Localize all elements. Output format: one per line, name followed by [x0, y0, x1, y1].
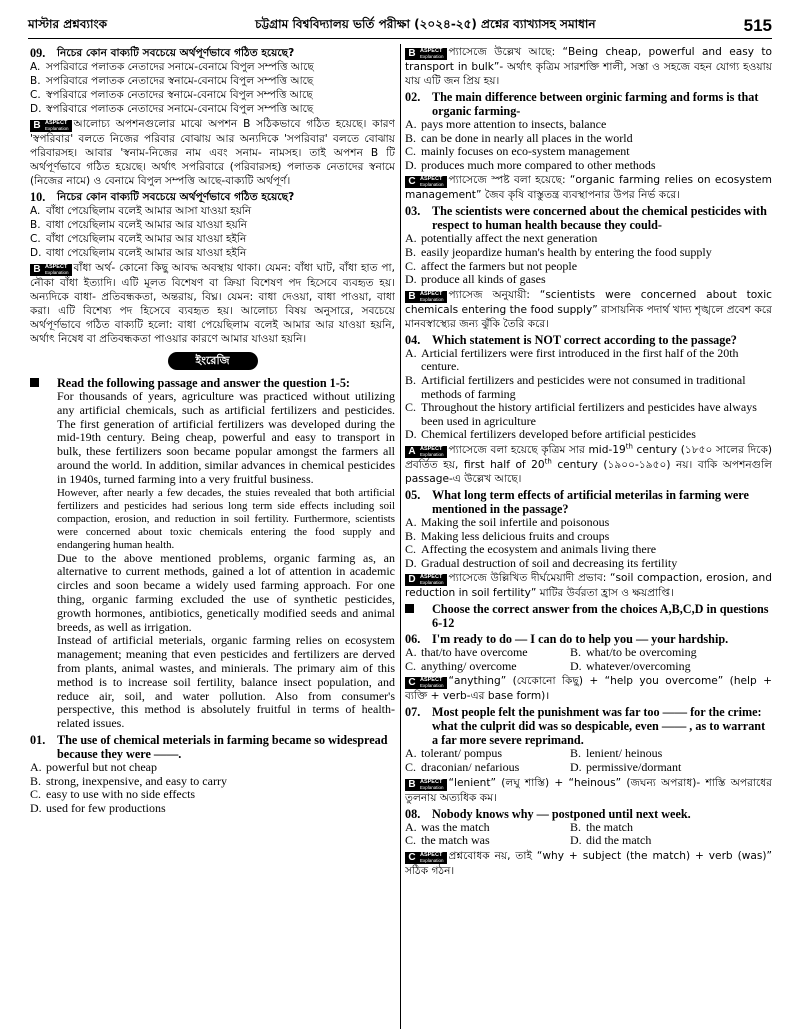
question-text: Most people felt the punishment was far too —— for the crime: what the culprit did was so despicable, even —— , as to warrant a far more severe reprimand.	[432, 705, 766, 748]
question-09	[30, 46, 395, 188]
option: B. সপরিবারে পলাতক নেতাদের স্বনামে-বেনামে বিপুল সম্পত্তি আছে	[30, 75, 314, 87]
question-10	[30, 190, 395, 346]
option: D. বাধা পেয়েছিলাম বলেই আমার আর যাওয়া হইনি	[30, 247, 247, 259]
option: D. permissive/dormant	[570, 760, 682, 775]
question-text: নিচের কোন বাক্যটি সবচেয়ে অর্থপূর্ণভাবে গঠিত হয়েছে?	[57, 47, 295, 59]
question-e05	[405, 488, 772, 600]
question-e02	[405, 90, 772, 202]
book-title: মাস্টার প্রশ্নব্যাংক	[28, 17, 108, 31]
question-text: The scientists were concerned about the chemical pesticides with respect to human health because they could-	[432, 204, 767, 233]
option: B. can be done in nearly all places in the world	[405, 130, 633, 145]
option: A. বাঁধা পেয়েছিলাম বলেই আমার আসা যাওয়া হয়নি	[30, 205, 252, 217]
option: A. সপরিবারে পলাতক নেতাদের সনামে-বেনামে বিপুল সম্পত্তি আছে	[30, 61, 314, 73]
question-text: What long term effects of artificial meterilas in farming were mentioned in the passage?	[432, 487, 749, 516]
option: D. produces much more compared to other methods	[405, 157, 656, 172]
option: B. বাধা পেয়েছিলাম বলেই আমার আর যাওয়া হয়নি	[30, 219, 247, 231]
question-number: 06.	[405, 632, 421, 647]
question-e03	[405, 204, 772, 330]
column-divider	[400, 44, 401, 1029]
option: C. Throughout the history artificial fertilizers and pesticides have always been used in agriculture	[405, 400, 757, 428]
question-e01	[30, 733, 395, 815]
explanation: B ASPECT Explanation বাঁধা অর্থ- কোনো কিছু আবদ্ধ অবস্থায় থাকা। যেমন: বাঁধা ঘাট, বাঁধা হাত পা, নৌকা বাঁধা ইত্যাদি। এটি মূলত বিশেষণ বা ক্রিয়া বিশেষণ পদ হিসেবে ব্যবহৃত হয়। অন্যদিকে বাধা- প্রতিবন্ধকতা, অন্তরায়, বিঘ্ন। যেমন: বাধা দেওয়া, বাধা পাওয়া, বাধা করা। এটি বিশেষ্য পদ হিসেবে ব্যবহৃত হয়। আলোচ্য বিষয় অনুসারে, সবচেয়ে অর্থপূর্ণভাবে গঠিত বাক্যটি হলো: বাধা পেয়েছিলাম বলেই আমার আর যাওয়া হয়নি, অর্থাৎ নিষেধ বা প্রতিবন্ধকতা পাওয়ার কারণে আমার যাওয়া হয়নি।	[30, 262, 395, 345]
passage-paragraph: However, after nearly a few decades, the stuies revealed that both artificial fertilizers and pesticides had serious long term side effects including soil compaction, erosion, and reduction in soil fertility. Furthermore, scientists were concerned about toxic chemicals entering the food supply and endangering human health.	[57, 486, 395, 551]
square-bullet-icon	[30, 378, 39, 387]
header-rule	[28, 38, 772, 39]
option: A. tolerant/ pompus	[405, 746, 502, 761]
explanation: D ASPECT Explanation প্যাসেজে উল্লিখিত দীর্ঘমেয়াদী প্রভাব: “soil compaction, erosion, and reduction in soil fertility” মাটির উর্বরতা হ্রাস ও ক্ষয়প্রাপ্তি।	[405, 572, 772, 600]
question-e04	[405, 333, 772, 486]
passage-instruction: Read the following passage and answer the question 1-5:	[30, 376, 395, 390]
question-text: নিচের কোন বাক্যটি সবচেয়ে অর্থপূর্ণভাবে গঠিত হয়েছে?	[57, 191, 295, 203]
option: C. easy to use with no side effects	[30, 787, 196, 802]
page-number: 515	[743, 16, 772, 35]
question-text: I'm ready to do — I can do to help you — your hardship.	[432, 632, 729, 647]
question-text: Which statement is NOT correct according to the passage?	[432, 332, 737, 347]
question-number: 01.	[30, 732, 46, 747]
option: B. strong, inexpensive, and easy to carry	[30, 773, 227, 788]
question-e08	[405, 807, 772, 878]
option: C. স্বপরিবারে পলাতক নেতাদের স্বনামে-বেনামে বিপুল সম্পত্তি আছে	[30, 89, 313, 101]
option: C. বাঁধা পেয়েছিলাম বলেই আমার আর যাওয়া হইনি	[30, 233, 247, 245]
page-header	[28, 14, 772, 36]
square-bullet-icon	[405, 604, 414, 613]
explanation: A ASPECT Explanation প্যাসেজে বলা হয়েছে কৃত্রিম সার mid-19th century (১৮৫০ সালের দিকে) প্রবর্তিত হয়, first half of 20th century (১৯০০-১৯৫০) নয়। বাকি অপশনগুলি passage-এ উল্লেখ আছে।	[405, 442, 772, 485]
explanation: B ASPECT Explanation আলোচ্য অপশনগুলোর মাঝে অপশন B সঠিকভাবে গঠিত হয়েছে। কারণ 'স্বপরিবার' বলতে নিজের পরিবার বোঝায় আর অন্যদিকে 'সপরিবার' বলতে বোঝায় পরিবারসহ। আবার 'স্বনাম-নিজের নাম এবং সনাম- নামসহ। তাই অপশন B টি অর্থপূর্ণভাবে গঠিত হয়েছে। অর্থাৎ সপরিবারে (পরিবারসহ) পলাতক নেতাদের স্বনামে (নিজের নামে) ও বেনামে বিপুল সম্পত্তি আছে-বাক্যটি অর্থপূর্ণ।	[30, 118, 395, 187]
aspect-explanation-badge: B ASPECT Explanation	[405, 48, 447, 60]
aspect-explanation-badge: B ASPECT Explanation	[30, 264, 72, 276]
option: D. used for few productions	[30, 800, 166, 815]
option: B. Artificial fertilizers and pesticides were not consumed in traditional methods of farming	[405, 372, 746, 401]
option: D. স্বপরিবারে পলাতক নেতাদের সনামে-বেনামে বিপুল সম্পত্তি আছে	[30, 103, 314, 115]
option: B. what/to be overcoming	[570, 645, 697, 660]
explanation-e01: B ASPECT Explanation প্যাসেজে উল্লেখ আছে: “Being cheap, powerful and easy to transport in bulk”- অর্থাৎ কৃত্রিম সারশক্তি শালী, সস্তা ও সহজে বহন যোগ্য হওয়ায় যায় এটি জন প্রিয় হয়।	[405, 46, 772, 87]
question-number: 10.	[30, 190, 46, 204]
explanation: B ASPECT Explanation প্যাসেজ অনুযায়ী: “scientists were concerned about toxic chemicals entering the food supply” রাসায়নিক পদার্থ খাদ্য শৃঙ্খলে প্রবেশ করে মানবস্বাস্থ্যের জন্য ঝুঁকি তৈরি করে।	[405, 288, 772, 330]
option: A. Making the soil infertile and poisonous	[405, 514, 610, 529]
question-e07	[405, 705, 772, 804]
aspect-explanation-badge: B ASPECT Explanation	[405, 779, 447, 791]
option: B. easily jeopardize human's health by entering the food supply	[405, 244, 712, 259]
passage-paragraph: Due to the above mentioned problems, organic farming as, an alternative to current methods, gained a lot of attention in academic circles and soon became a widely used farming approach. For one thing, organic farming excluded the use of synthetic pesticides, growth hormones, antibiotics, genetically modified seeds and animal breeds, as well as irrigation.	[57, 550, 395, 634]
option: D. Chemical fertilizers developed before artificial pesticides	[405, 427, 696, 442]
option: B. the match	[570, 819, 633, 834]
option: A. pays more attention to insects, balance	[405, 117, 607, 131]
explanation: C ASPECT Explanation “anything” (যেকোনো কিছু) + “help you overcome” (help + ব্যক্তি + verb-এর base form)।	[405, 675, 772, 703]
grammar-instruction: Choose the correct answer from the choices A,B,C,D in questions 6-12	[405, 602, 772, 630]
aspect-explanation-badge: A ASPECT Explanation	[405, 446, 447, 458]
option: C. Affecting the ecosystem and animals living there	[405, 542, 657, 557]
question-number: 09.	[30, 46, 46, 60]
explanation: C ASPECT Explanation প্যাসেজে স্পষ্ট বলা হয়েছে: “organic farming relies on ecosystem management” জৈব কৃষি বাস্তুতন্ত্র ব্যবস্থাপনার উপর নির্ভ করে।	[405, 174, 772, 202]
option: B. lenient/ heinous	[570, 746, 663, 761]
option: C. mainly focuses on eco-system management	[405, 144, 630, 159]
aspect-explanation-badge: C ASPECT Explanation	[405, 176, 447, 188]
aspect-explanation-badge: C ASPECT Explanation	[405, 677, 447, 689]
question-e06	[405, 632, 772, 703]
option: D. produce all kinds of gases	[405, 272, 546, 287]
option: A. powerful but not cheap	[30, 759, 157, 774]
explanation: C ASPECT Explanation প্রশ্নবোধক নয়, তাই “why + subject (the match) + verb (was)” সঠিক গঠন।	[405, 849, 772, 877]
aspect-explanation-badge: C ASPECT Explanation	[405, 852, 447, 864]
question-text: Nobody knows why — postponed until next week.	[432, 806, 691, 821]
exam-title: চট্টগ্রাম বিশ্ববিদ্যালয় ভর্তি পরীক্ষা (২০২৪-২৫) প্রশ্নের ব্যাখ্যাসহ সমাধান	[255, 17, 596, 31]
question-number: 05.	[405, 487, 421, 502]
option: B. Making less delicious fruits and croups	[405, 528, 610, 543]
option: C. the match was	[405, 833, 490, 848]
right-column	[405, 44, 772, 1029]
option: A. was the match	[405, 819, 490, 834]
option: C. affect the farmers but not people	[405, 258, 578, 273]
aspect-explanation-badge: D ASPECT Explanation	[405, 574, 447, 586]
explanation: B ASPECT Explanation “lenient” (লঘু শাস্তি) + “heinous” (জঘন্য অপরাধ)- শাস্তি অপরাধের তুলনায় অত্যধিক কম।	[405, 776, 772, 804]
question-number: 07.	[405, 705, 421, 720]
option: D. Gradual destruction of soil and decreasing its fertility	[405, 555, 678, 570]
option: C. draconian/ nefarious	[405, 760, 520, 775]
aspect-explanation-badge: B ASPECT Explanation	[30, 120, 72, 132]
question-text: The main difference between orginic farming and forms is that organic farming-	[432, 90, 759, 118]
aspect-explanation-badge: B ASPECT Explanation	[405, 291, 447, 303]
question-text: The use of chemical meterials in farming became so widespread because they were ——.	[57, 732, 388, 761]
option: C. anything/ overcome	[405, 658, 517, 673]
option: A. that/to have overcome	[405, 645, 528, 660]
option: A. potentially affect the next generation	[405, 231, 598, 246]
passage-paragraph: Instead of artificial meterials, organic farming relies on ecosystem management; meaning that even pesticides and fertilizers are derved from plants, animal wastes, and minierals. The primary aim of this method is to increase soil fertility, balance insect population, and reduce air, soil, and water pollution. Also from consumer's perspective, this method is absolutely fruitful in terms of health-related issues.	[57, 633, 395, 731]
section-heading-english: ইংরেজি	[168, 352, 258, 370]
question-number: 02.	[405, 90, 421, 104]
question-number: 08.	[405, 806, 421, 821]
reading-passage	[30, 390, 395, 731]
question-number: 03.	[405, 204, 421, 219]
passage-paragraph: For thousands of years, agriculture was practiced without utilizing any artificial chemicals, such as artificial fertilizers and pesticides. The first generation of artificial fertilizers was developed during the mid-19th century. Being cheap, powerful and easy to transport in bulk, these fertilizers soon became popular amongst the farmers all around the world. In addition, similar advances in chemical pesticides in 1940s, turned farming into a very fruitful business.	[57, 389, 395, 486]
left-column	[30, 44, 395, 1029]
option: D. did the match	[570, 833, 652, 848]
option: D. whatever/overcoming	[570, 658, 691, 673]
question-number: 04.	[405, 332, 421, 347]
option: A. Articial fertilizers were first introduced in the first half of the 20th centure.	[405, 345, 739, 374]
